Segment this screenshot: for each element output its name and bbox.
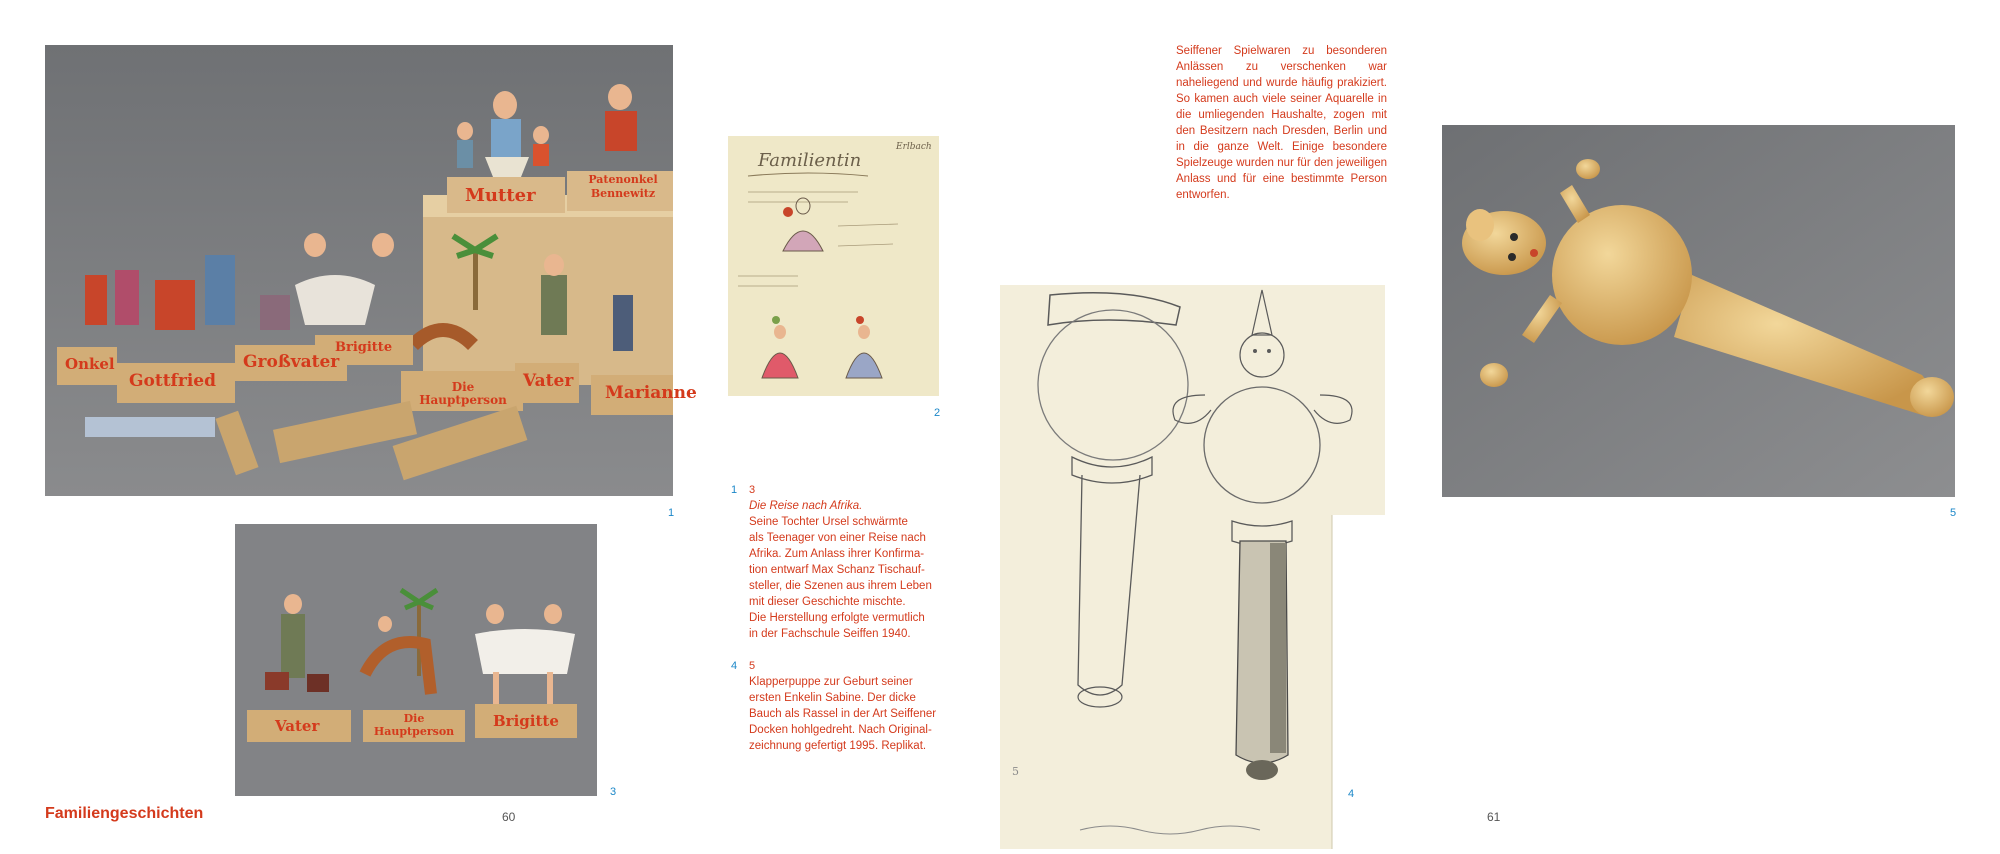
fig3-label-hauptperson: Die Hauptperson [373, 712, 455, 738]
figure-5-photo [1442, 125, 1955, 497]
fig1-label-patenonkel: Patenonkel Bennewitz [588, 173, 658, 200]
fig3-label-brigitte: Brigitte [493, 712, 559, 730]
fig1-label-marianne: Marianne [605, 383, 697, 403]
fig1-label-mutter: Mutter [465, 185, 536, 206]
caption-1-line: Afrika. Zum Anlass ihrer Konfirma- [749, 548, 925, 560]
fig3-label-vater: Vater [275, 717, 320, 735]
caption-1-line: in der Fachschule Seiffen 1940. [749, 628, 911, 640]
caption-1-line: steller, die Szenen aus ihrem Leben [749, 580, 932, 592]
caption-2-line: zeichnung gefertigt 1995. Replikat. [749, 740, 927, 752]
figure-1-number: 1 [668, 507, 675, 519]
fig1-label-gottfried: Gottfried [129, 371, 216, 391]
caption-2-ref-a: 4 [731, 660, 738, 672]
fig2-sketch-note: Erlbach [896, 142, 932, 152]
figure-3-number: 3 [610, 786, 617, 798]
page-number-right: 61 [1487, 810, 1501, 824]
caption-1-ref-a: 1 [731, 484, 738, 496]
fig1-label-grossvater: Großvater [243, 352, 340, 372]
page-number-left: 60 [502, 810, 516, 824]
svg-text:5: 5 [1012, 765, 1019, 778]
figure-5-illustration [1442, 125, 1955, 497]
caption-1-line: Die Herstellung erfolgte vermutlich [749, 612, 925, 624]
figure-3-photo [235, 524, 597, 796]
caption-2-text [749, 674, 959, 754]
figure-1-photo [45, 45, 697, 496]
figure-4-illustration [1000, 285, 1385, 849]
caption-1-line: tion entwarf Max Schanz Tischauf- [749, 564, 925, 576]
fig1-label-hauptperson: Die Hauptperson [419, 380, 507, 407]
fig1-label-onkel: Onkel [65, 355, 115, 373]
caption-2-line: Bauch als Rassel in der Art Seiffener [749, 708, 937, 720]
figure-5-number: 5 [1950, 507, 1957, 519]
intro-paragraph: Seiffener Spielwaren zu besonderen Anlässen zu verschenken war naheliegend und wurde häufig prakiziert. So kamen auch viele seiner Aquarelle in die umliegenden Haushalte, zogen mit den Besitzern nach Dresden, Berlin und in die ganze Welt. Einige besondere Spielzeuge wurden nur für den jeweiligen Anlass und für eine bestimmte Person entworfen. [1176, 45, 1387, 201]
figure-2-illustration [728, 136, 939, 396]
caption-1-text [749, 498, 959, 642]
caption-1-line: als Teenager von einer Reise nach [749, 532, 926, 544]
figure-4-drawing [1000, 285, 1385, 849]
fig1-label-brigitte: Brigitte [335, 340, 393, 355]
caption-2-ref-b: 5 [749, 660, 756, 672]
figure-2-number: 2 [934, 407, 941, 419]
caption-1-line: Seine Tochter Ursel schwärmte [749, 516, 908, 528]
caption-2-line: ersten Enkelin Sabine. Der dicke [749, 692, 916, 704]
figure-4-number: 4 [1348, 788, 1355, 800]
fig2-sketch-title: Familientin [758, 150, 862, 171]
caption-1-title: Die Reise nach Afrika. [749, 500, 863, 512]
figure-3-illustration [235, 524, 597, 796]
caption-1-line: mit dieser Geschichte mischte. [749, 596, 906, 608]
footer-section-title: Familiengeschichten [45, 805, 204, 822]
figure-1-illustration [45, 45, 673, 496]
figure-2-sketch [728, 136, 939, 396]
caption-2-line: Docken hohlgedreht. Nach Original- [749, 724, 932, 736]
fig1-label-vater: Vater [523, 371, 574, 391]
caption-1-ref-b: 3 [749, 484, 756, 496]
caption-2-line: Klapperpuppe zur Geburt seiner [749, 676, 913, 688]
